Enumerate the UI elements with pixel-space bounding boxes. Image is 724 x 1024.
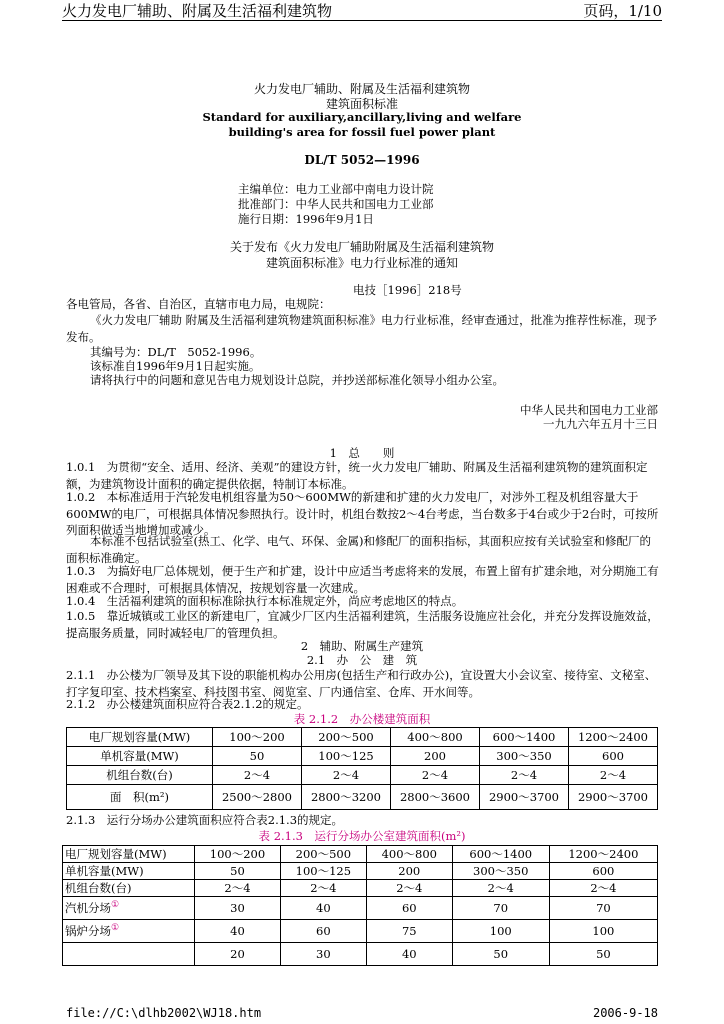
footnote-link[interactable]: ① <box>111 923 120 934</box>
table-2-1-2-caption: 表 2.1.2 办公楼建筑面积 <box>293 712 431 726</box>
clause-2-1-1: 2.1.1 办公楼为厂领导及其下设的职能机构办公用房(包括生产和行政办公)，宜设置大小会议室、接待室、文秘室、打字复印室、技术档案室、科技图书室、阅览室、厂内通信室、仓库、开水间等。 <box>66 668 657 699</box>
doc-title-en-1: Standard for auxiliary,ancillary,living and welfare <box>202 110 522 124</box>
notice-title-1: 关于发布《火力发电厂辅助附属及生活福利建筑物 <box>229 240 494 254</box>
table-row <box>63 863 658 880</box>
table-cell: 1200～2400 <box>569 728 658 747</box>
table-cell: 电厂规划容量(MW) <box>67 728 213 747</box>
table-cell: 2500～2800 <box>213 785 302 810</box>
table-cell: 1200～2400 <box>549 846 657 863</box>
table-cell: 50 <box>452 943 549 966</box>
table-cell: 30 <box>280 943 366 966</box>
table-cell: 50 <box>549 943 657 966</box>
footer-file-path: file://C:\dlhb2002\WJ18.htm <box>66 1006 262 1020</box>
clause-1-0-3: 1.0.3 为搞好电厂总体规划，便于生产和扩建，设计中应适当考虑将来的发展，布置上留有扩建余地，对分期施工有困难或不合理时，可根据具体情况，按规划容量一次建成。 <box>66 564 659 595</box>
clause-1-0-2-note: 本标准不包括试验室(热工、化学、电气、环保、金属)和修配厂的面积指标，其面积应按有关试验室和修配厂的面积标准确定。 <box>66 534 651 565</box>
table-cell <box>63 897 195 920</box>
clause-1-0-5: 1.0.5 靠近城镇或工业区的新建电厂，宜减少厂区内生活福利建筑，生活服务设施应社会化，并充分发挥设施效益，提高服务质量，同时减轻电厂的管理负担。 <box>66 609 659 640</box>
table-cell: 2800～3200 <box>302 785 391 810</box>
header-rule <box>62 20 662 21</box>
footnote-link[interactable]: ① <box>111 900 120 911</box>
page-number: 页码，1/10 <box>583 2 662 20</box>
table-cell: 40 <box>366 943 452 966</box>
table-cell: 200～500 <box>302 728 391 747</box>
notice-addressee: 各电管局，各省、自治区，直辖市电力局，电规院： <box>66 297 331 311</box>
table-row <box>67 728 658 747</box>
table-cell <box>63 943 195 966</box>
table-cell: 200～500 <box>280 846 366 863</box>
doc-title-cn-2: 建筑面积标准 <box>325 97 398 111</box>
table-cell: 机组台数(台) <box>63 880 195 897</box>
meta-approver: 批准部门：中华人民共和国电力工业部 <box>238 197 434 211</box>
table-cell: 300～350 <box>452 863 549 880</box>
table-cell: 30 <box>195 897 281 920</box>
table-row <box>67 785 658 810</box>
table-cell: 电厂规划容量(MW) <box>63 846 195 863</box>
table-cell: 2～4 <box>195 880 281 897</box>
table-cell: 75 <box>366 920 452 943</box>
table-cell: 单机容量(MW) <box>63 863 195 880</box>
section-2-1-title: 2.1 办 公 建 筑 <box>306 653 418 667</box>
table-cell: 面 积(m²) <box>67 785 213 810</box>
notice-paragraph: 请将执行中的问题和意见告电力规划设计总院，并抄送部标准化领导小组办公室。 <box>90 373 504 387</box>
clause-2-1-3: 2.1.3 运行分场办公建筑面积应符合表2.1.3的规定。 <box>66 813 344 827</box>
row-label: 锅炉分场 <box>65 924 111 938</box>
table-cell: 2900～3700 <box>569 785 658 810</box>
table-cell: 50 <box>213 747 302 766</box>
table-cell: 70 <box>549 897 657 920</box>
table-cell: 400～800 <box>366 846 452 863</box>
table-cell: 2～4 <box>391 766 480 785</box>
doc-title-cn-1: 火力发电厂辅助、附属及生活福利建筑物 <box>253 82 470 96</box>
table-cell: 2～4 <box>302 766 391 785</box>
table-cell: 2～4 <box>280 880 366 897</box>
table-cell: 2800～3600 <box>391 785 480 810</box>
table-2-1-3 <box>62 845 658 966</box>
table-cell: 2～4 <box>366 880 452 897</box>
section-2-title: 2 辅助、附属生产建筑 <box>300 639 424 653</box>
table-cell: 600～1400 <box>480 728 569 747</box>
table-cell <box>63 920 195 943</box>
meta-editor: 主编单位：电力工业部中南电力设计院 <box>238 182 434 196</box>
table-cell: 机组台数(台) <box>67 766 213 785</box>
footer-date: 2006-9-18 <box>592 1006 658 1020</box>
table-cell: 40 <box>195 920 281 943</box>
table-cell: 2～4 <box>569 766 658 785</box>
table-cell: 70 <box>452 897 549 920</box>
table-cell: 100 <box>549 920 657 943</box>
table-row <box>67 747 658 766</box>
issuer: 中华人民共和国电力工业部 <box>520 403 658 417</box>
header-title: 火力发电厂辅助、附属及生活福利建筑物 <box>62 2 333 20</box>
table-cell: 100～200 <box>213 728 302 747</box>
table-cell: 400～800 <box>391 728 480 747</box>
table-row <box>63 920 658 943</box>
table-cell: 300～350 <box>480 747 569 766</box>
table-cell: 100～125 <box>280 863 366 880</box>
table-cell: 200 <box>391 747 480 766</box>
table-row <box>63 943 658 966</box>
table-cell: 100～125 <box>302 747 391 766</box>
table-row <box>63 880 658 897</box>
table-cell: 单机容量(MW) <box>67 747 213 766</box>
table-row <box>63 846 658 863</box>
table-2-1-3-caption: 表 2.1.3 运行分场办公室建筑面积(m²) <box>258 829 466 843</box>
clause-1-0-2: 1.0.2 本标准适用于汽轮发电机组容量为50～600MW的新建和扩建的火力发电厂，对涉外工程及机组容量大于600MW的电厂，可根据具体情况参照执行。设计时，机组台数按2～4台考虑，当台数多于4台或少于2台时，可按所列面积做适当地增加或减少。 <box>66 490 659 537</box>
table-row <box>67 766 658 785</box>
doc-title-en-2: building's area for fossil fuel power plant <box>228 125 496 139</box>
table-2-1-2 <box>66 727 658 810</box>
table-cell: 60 <box>280 920 366 943</box>
table-cell: 600 <box>569 747 658 766</box>
clause-1-0-4: 1.0.4 生活福利建筑的面积标准除执行本标准规定外，尚应考虑地区的特点。 <box>66 594 464 608</box>
meta-effective-date: 施行日期：1996年9月1日 <box>238 212 374 226</box>
table-cell: 20 <box>195 943 281 966</box>
clause-2-1-2: 2.1.2 办公楼建筑面积应符合表2.1.2的规定。 <box>66 697 309 711</box>
table-cell: 2～4 <box>452 880 549 897</box>
table-cell: 50 <box>195 863 281 880</box>
notice-paragraph: 其编号为：DL/T 5052-1996。 <box>90 345 262 359</box>
table-cell: 40 <box>280 897 366 920</box>
table-cell: 60 <box>366 897 452 920</box>
issue-date: 一九九六年五月十三日 <box>543 417 658 431</box>
table-cell: 2900～3700 <box>480 785 569 810</box>
section-1-title: 1 总 则 <box>329 446 395 460</box>
table-cell: 600 <box>549 863 657 880</box>
notice-paragraph: 《火力发电厂辅助 附属及生活福利建筑物建筑面积标准》电力行业标准，经审查通过，批准为推荐性标准，现予发布。 <box>66 313 658 344</box>
table-cell: 2～4 <box>213 766 302 785</box>
clause-1-0-1: 1.0.1 为贯彻“安全、适用、经济、美观”的建设方针，统一火力发电厂辅助、附属及生活福利建筑物的建筑面积定额，为建筑物设计面积的确定提供依据，特制订本标准。 <box>66 460 648 491</box>
table-cell: 2～4 <box>549 880 657 897</box>
table-row <box>63 897 658 920</box>
table-cell: 2～4 <box>480 766 569 785</box>
table-cell: 200 <box>366 863 452 880</box>
notice-number: 电技［1996］218号 <box>353 283 462 297</box>
doc-code: DL/T 5052—1996 <box>304 153 420 167</box>
notice-title-2: 建筑面积标准》电力行业标准的通知 <box>265 256 458 270</box>
table-cell: 600～1400 <box>452 846 549 863</box>
row-label: 汽机分场 <box>65 901 111 915</box>
notice-paragraph: 该标准自1996年9月1日起实施。 <box>90 359 261 373</box>
table-cell: 100 <box>452 920 549 943</box>
table-cell: 100～200 <box>195 846 281 863</box>
